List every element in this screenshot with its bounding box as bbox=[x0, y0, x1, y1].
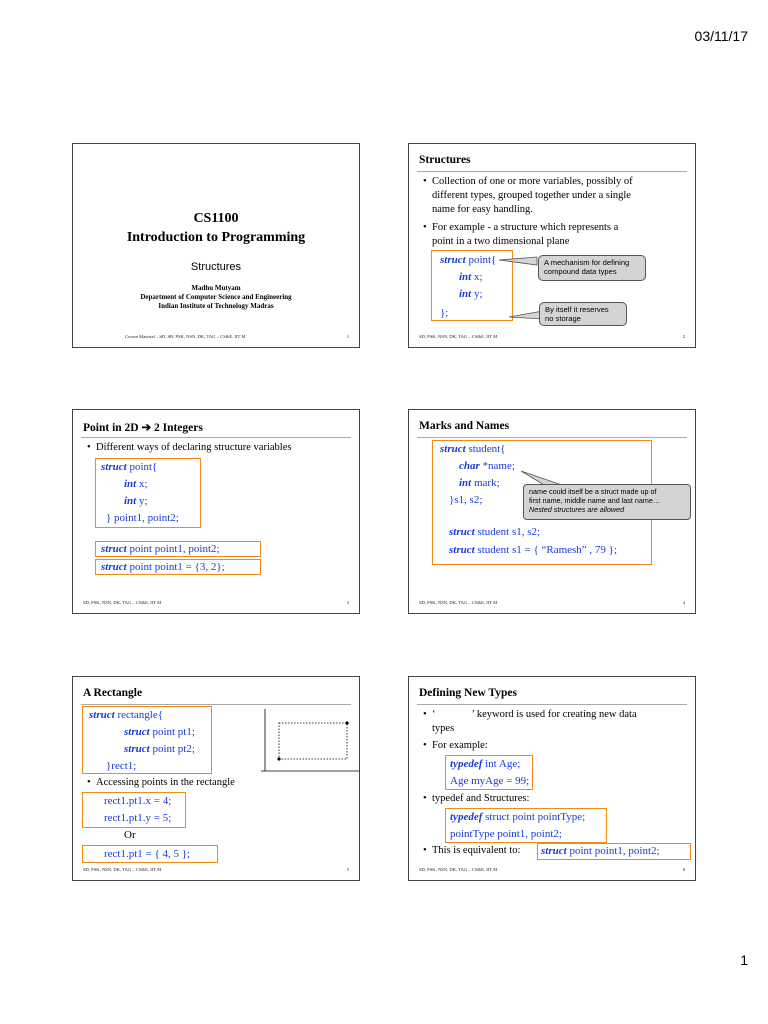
bullet-2: • For example: bbox=[423, 740, 488, 751]
code-line-3 bbox=[459, 476, 500, 490]
slide-5 bbox=[72, 676, 360, 881]
keyword-struct: struct bbox=[541, 845, 567, 857]
code-text: y; bbox=[138, 495, 148, 507]
author: Madhu Mutyam bbox=[191, 284, 241, 292]
callout-line: no storage bbox=[545, 314, 581, 323]
institute: Indian Institute of Technology Madras bbox=[158, 302, 274, 310]
callout-line: first name, middle name and last name… bbox=[529, 496, 661, 505]
code-text: point pt2; bbox=[152, 743, 195, 755]
code-line-3 bbox=[124, 494, 148, 508]
slide-title: Marks and Names bbox=[419, 420, 510, 432]
code-line-7: rect1.pt1 = { 4, 5 }; bbox=[104, 848, 191, 860]
code-line-1 bbox=[450, 757, 520, 771]
code-line-2 bbox=[459, 270, 483, 284]
keyword-struct: struct bbox=[101, 543, 127, 555]
callout-nested bbox=[523, 484, 691, 520]
code-text: student s1 = { “Ramesh” , 79 }; bbox=[477, 544, 618, 556]
bullet-3: • typedef and Structures: bbox=[423, 793, 530, 804]
code-line-6 bbox=[449, 543, 617, 557]
title-divider bbox=[417, 171, 687, 172]
keyword-struct: struct bbox=[124, 726, 150, 738]
keyword-struct: struct bbox=[449, 544, 475, 556]
slide-number: 4 bbox=[682, 600, 685, 605]
callout-line: name could itself be a struct made up of bbox=[529, 487, 657, 496]
callout-pointer-1 bbox=[499, 256, 539, 268]
code-text: point point1, point2; bbox=[129, 543, 220, 555]
slide-number: 1 bbox=[346, 334, 349, 339]
code-text: point point1, point2; bbox=[569, 845, 660, 857]
title-divider bbox=[81, 437, 351, 438]
bullet-1: • Different ways of declaring structure variables bbox=[87, 442, 292, 453]
code-line-4: pointType point1, point2; bbox=[450, 828, 562, 840]
code-line-4: }rect1; bbox=[106, 760, 137, 772]
code-line-6: rect1.pt1.y = 5; bbox=[104, 812, 172, 824]
keyword-typedef: typedef bbox=[450, 811, 483, 823]
slide-subtitle: Structures bbox=[190, 261, 242, 273]
keyword-struct: struct bbox=[101, 461, 127, 473]
keyword-int: int bbox=[459, 477, 472, 489]
callout-no-storage bbox=[539, 302, 627, 326]
title-divider bbox=[417, 437, 687, 438]
slide-6 bbox=[408, 676, 696, 881]
bullet-1: • ‘ ’ keyword is used for creating new data types bbox=[423, 709, 637, 734]
code-line-5 bbox=[449, 525, 540, 539]
keyword-int: int bbox=[459, 288, 472, 300]
slide-4 bbox=[408, 409, 696, 614]
bullet-text: Accessing points in the rectangle bbox=[96, 777, 235, 788]
title-text: Point in 2D bbox=[83, 422, 139, 434]
callout-mechanism bbox=[538, 255, 646, 281]
code-line-3 bbox=[450, 810, 585, 824]
bullet-2: • For example - a structure which represents a point in a two dimensional plane bbox=[423, 222, 619, 247]
slide-title bbox=[83, 420, 203, 434]
code-text: point{ bbox=[129, 461, 158, 473]
bullet-line bbox=[432, 708, 637, 722]
title-text: 2 Integers bbox=[153, 422, 203, 434]
code-line-1 bbox=[101, 460, 157, 474]
code-text: student s1, s2; bbox=[477, 526, 541, 538]
slide-footer: SD, PSK, NSN, DK, TAG – CS&E, IIT M bbox=[419, 867, 498, 872]
keyword-struct: struct bbox=[101, 561, 127, 573]
bullet-1: • Collection of one or more variables, possibly of different types, grouped together under a single name for easy handling. bbox=[423, 176, 633, 215]
or-label: Or bbox=[124, 829, 136, 841]
open-quote: ‘ bbox=[432, 709, 436, 720]
slide-1 bbox=[72, 143, 360, 348]
slide-title: A Rectangle bbox=[83, 687, 143, 699]
slide-footer: Course Material – SD, SB, PSK, NSN, DK, TAG – CS&E, IIT M bbox=[125, 334, 246, 339]
slide-footer: SD, PSK, NSN, DK, TAG – CS&E, IIT M bbox=[83, 600, 162, 605]
bullet-text: For example: bbox=[432, 740, 488, 751]
rectangle-diagram bbox=[259, 705, 359, 785]
callout-line: A mechanism for defining bbox=[544, 258, 630, 267]
slide-footer: SD, PSK, NSN, DK, TAG – CS&E, IIT M bbox=[419, 600, 498, 605]
code-text: point point1 = {3, 2}; bbox=[129, 561, 225, 573]
code-line-4: }; bbox=[440, 307, 449, 319]
bullet-text: Different ways of declaring structure variables bbox=[96, 442, 292, 453]
code-line-5: rect1.pt1.x = 4; bbox=[104, 795, 172, 807]
keyword-int: int bbox=[459, 271, 472, 283]
code-text: int Age; bbox=[485, 758, 521, 770]
code-line-3 bbox=[124, 742, 195, 756]
bullet-text: typedef and Structures: bbox=[432, 793, 530, 804]
code-line-2 bbox=[124, 725, 195, 739]
code-line-2: Age myAge = 99; bbox=[450, 775, 530, 787]
title-divider bbox=[417, 704, 687, 705]
code-line-6 bbox=[101, 560, 225, 574]
course-code: CS1100 bbox=[193, 211, 239, 226]
slide-number: 3 bbox=[346, 600, 349, 605]
bullet-line: Collection of one or more variables, possibly of bbox=[432, 176, 633, 187]
arrow-icon: ➔ bbox=[141, 422, 152, 434]
keyword-struct: struct bbox=[440, 443, 466, 455]
course-title: Introduction to Programming bbox=[126, 230, 306, 245]
bullet-line: For example - a structure which represents a bbox=[432, 222, 619, 233]
code-line-5 bbox=[101, 542, 220, 556]
keyword-char: char bbox=[459, 460, 480, 472]
code-line-1 bbox=[440, 253, 496, 267]
code-line-3 bbox=[459, 287, 483, 301]
slide-title: Defining New Types bbox=[419, 687, 517, 699]
bullet-line: different types, grouped together under a single bbox=[432, 190, 631, 201]
code-text: point{ bbox=[468, 254, 497, 266]
code-line-4: } point1, point2; bbox=[106, 512, 179, 524]
callout-line: Nested structures are allowed bbox=[529, 505, 625, 514]
bullet-text: This is equivalent to: bbox=[432, 845, 521, 856]
page-number: 1 bbox=[740, 952, 748, 968]
slide-number: 2 bbox=[682, 334, 685, 339]
keyword-int: int bbox=[124, 478, 137, 490]
keyword-struct: struct bbox=[440, 254, 466, 266]
bullet-4: • This is equivalent to: bbox=[423, 845, 521, 856]
callout-line: compound data types bbox=[544, 267, 617, 276]
keyword-struct: struct bbox=[449, 526, 475, 538]
keyword-typedef: typedef bbox=[450, 758, 483, 770]
slide-footer: SD, PSK, NSN, DK, TAG – CS&E, IIT M bbox=[83, 867, 162, 872]
code-text: mark; bbox=[473, 477, 500, 489]
code-line-1 bbox=[89, 708, 163, 722]
code-text: point pt1; bbox=[152, 726, 195, 738]
bullet-text: ’ keyword is used for creating new data bbox=[471, 709, 637, 720]
code-text: y; bbox=[473, 288, 483, 300]
code-line-2 bbox=[124, 477, 148, 491]
bullet-1: • Accessing points in the rectangle bbox=[87, 777, 235, 788]
code-text: rectangle{ bbox=[117, 709, 164, 721]
slide-title: Structures bbox=[419, 154, 471, 166]
bullet-line: name for easy handling. bbox=[432, 204, 533, 215]
slide-number: 6 bbox=[682, 867, 685, 872]
bullet-line: point in a two dimensional plane bbox=[432, 236, 570, 247]
bullet-line: types bbox=[432, 723, 455, 734]
slide-3 bbox=[72, 409, 360, 614]
code-text: x; bbox=[473, 271, 483, 283]
slide-2 bbox=[408, 143, 696, 348]
code-line-5 bbox=[541, 844, 660, 858]
slide-footer: SD, PSK, NSN, DK, TAG – CS&E, IIT M bbox=[419, 334, 498, 339]
code-text: student{ bbox=[468, 443, 506, 455]
department: Department of Computer Science and Engineering bbox=[140, 293, 292, 301]
code-line-4: }s1, s2; bbox=[449, 494, 483, 506]
code-text: struct point pointType; bbox=[485, 811, 586, 823]
keyword-int: int bbox=[124, 495, 137, 507]
keyword-struct: struct bbox=[89, 709, 115, 721]
code-line-2 bbox=[459, 459, 515, 473]
slide-number: 5 bbox=[346, 867, 349, 872]
code-text: x; bbox=[138, 478, 148, 490]
keyword-struct: struct bbox=[124, 743, 150, 755]
header-date: 03/11/17 bbox=[694, 28, 748, 44]
callout-line: By itself it reserves bbox=[545, 305, 609, 314]
code-text: *name; bbox=[482, 460, 515, 472]
code-line-1 bbox=[440, 442, 506, 456]
